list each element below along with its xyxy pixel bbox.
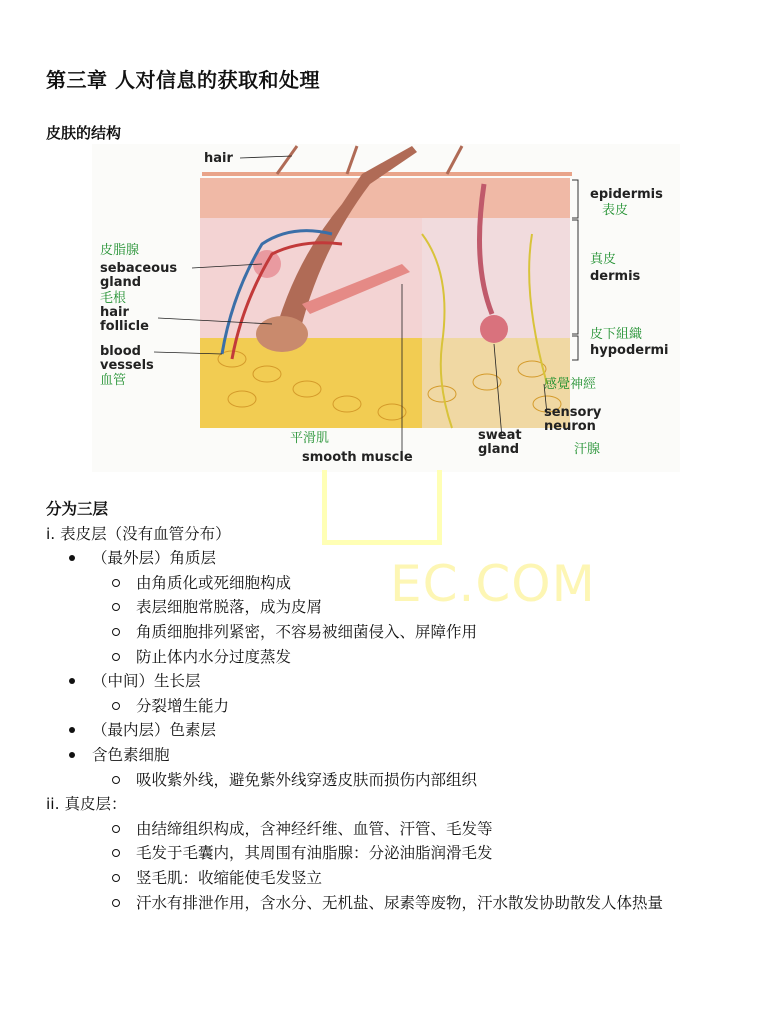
- page-title: 第三章 人对信息的获取和处理: [46, 68, 320, 92]
- label-smooth-muscle: smooth muscle: [302, 450, 413, 465]
- label-zh-epidermis: 表皮: [602, 203, 629, 218]
- skin-structure-figure: [92, 144, 680, 472]
- skin-surface: [202, 172, 572, 176]
- label-blood: blood: [100, 344, 141, 359]
- label-zh-dermis: 真皮: [590, 252, 617, 267]
- epidermis-layer: [200, 178, 570, 218]
- label-zh-sebaceous: 皮脂腺: [100, 243, 140, 258]
- list-item: 表层细胞常脱落，成为皮屑: [46, 595, 736, 620]
- list-item: 毛发于毛囊内，其周围有油脂腺：分泌油脂润滑毛发: [46, 841, 736, 866]
- label-follicle: follicle: [100, 319, 149, 334]
- label-sweat: sweat: [478, 428, 522, 443]
- epidermis-heading: i. 表皮层（没有血管分布）: [46, 524, 231, 543]
- skin-diagram: [92, 144, 680, 472]
- label-sensory: sensory: [544, 405, 602, 420]
- dermis-heading: ii. 真皮层：: [46, 795, 127, 814]
- label-sweat-gland: gland: [478, 442, 520, 457]
- label-zh-hypodermis: 皮下組織: [590, 327, 643, 342]
- label-hair: hair: [204, 151, 233, 166]
- list-item-inner-layer: （最内层）色素层: [46, 718, 736, 743]
- content-body: [46, 497, 736, 915]
- list-item: 防止体内水分过度蒸发: [46, 645, 736, 670]
- label-dermis: dermis: [590, 269, 641, 284]
- section-title: 皮肤的结构: [46, 124, 122, 142]
- label-hypodermis: hypodermi: [590, 343, 669, 358]
- list-item: 角质细胞排列紧密，不容易被细菌侵入、屏障作用: [46, 620, 736, 645]
- list-item-outer-layer: （最外层）角质层: [46, 546, 736, 571]
- label-vessels: vessels: [100, 358, 154, 373]
- list-item: 由结缔组织构成，含神经纤维、血管、汗管、毛发等: [46, 817, 736, 842]
- list-item: 竖毛肌：收缩能使毛发竖立: [46, 866, 736, 891]
- list-item-melanocyte: 含色素细胞: [46, 743, 736, 768]
- label-hair-2: hair: [100, 305, 129, 320]
- label-sebaceous-gland: gland: [100, 275, 142, 290]
- hair-follicle: [256, 316, 308, 352]
- label-zh-blood-vessels: 血管: [100, 373, 127, 388]
- subheading: 分为三层: [46, 500, 109, 518]
- label-zh-sensory: 感覺神經: [544, 377, 597, 392]
- label-zh-sweat-gland: 汗腺: [574, 442, 601, 457]
- sweat-gland: [480, 315, 508, 343]
- watermark-text: EC.COM: [390, 555, 596, 613]
- label-zh-follicle: 毛根: [100, 291, 127, 306]
- list-item-middle-layer: （中间）生长层: [46, 669, 736, 694]
- list-item: 分裂增生能力: [46, 694, 736, 719]
- list-item: 由角质化或死细胞构成: [46, 571, 736, 596]
- label-neuron: neuron: [544, 419, 596, 434]
- label-epidermis: epidermis: [590, 187, 663, 202]
- label-sebaceous: sebaceous: [100, 261, 178, 276]
- list-item: 汗水有排泄作用，含水分、无机盐、尿素等废物，汗水散发协助散发人体热量: [46, 891, 736, 916]
- list-item: 吸收紫外线，避免紫外线穿透皮肤而损伤内部组织: [46, 768, 736, 793]
- label-zh-smooth-muscle: 平滑肌: [290, 431, 330, 446]
